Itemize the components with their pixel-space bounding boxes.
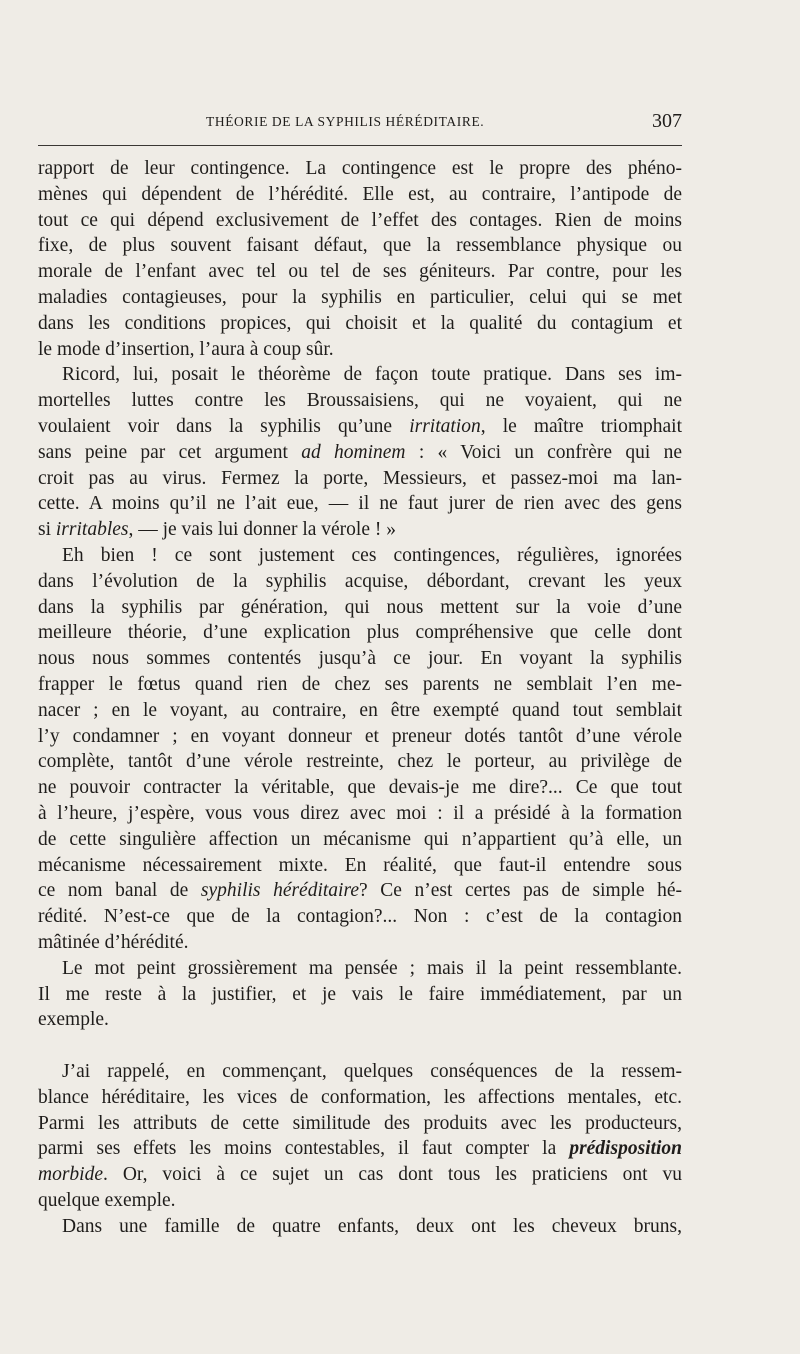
italic-term: prédisposition [569, 1138, 682, 1160]
page-number: 307 [652, 110, 682, 132]
italic-term: irritables [55, 519, 129, 541]
text-line: J’ai rappelé, en commençant, quelques conséquences de la ressem- [62, 1061, 682, 1083]
text-line: Parmi les attributs de cette similitude des produits avec les producteurs, [38, 1112, 682, 1134]
text-line: quelque exemple. [38, 1190, 176, 1212]
text-segment: ce nom banal de [38, 880, 201, 902]
text-line: Dans une famille de quatre enfants, deux ont les cheveux bruns, [62, 1215, 682, 1237]
text-segment: , — je vais lui donner la vérole ! » [128, 519, 396, 541]
text-line: nous nous sommes contentés jusqu’à ce jour. En voyant la syphilis [38, 648, 682, 670]
running-title: THÉORIE DE LA SYPHILIS HÉRÉDITAIRE. [206, 114, 485, 129]
text-line: de cette singulière affection un mécanisme qui n’appartient qu’à elle, un [38, 828, 682, 850]
italic-term: syphilis héréditaire [200, 880, 359, 902]
text-line: à l’heure, j’espère, vous vous direz avec moi : il a présidé à la formation [38, 802, 682, 824]
text-line [38, 1136, 682, 1162]
text-line: mécanisme nécessairement mixte. En réalité, que faut-il entendre sous [38, 854, 682, 876]
paragraph-gap [38, 1033, 682, 1059]
page-header [38, 112, 682, 134]
text-line: dans l’évolution de la syphilis acquise, débordant, crevant les yeux [38, 570, 682, 592]
text-line: meilleure théorie, d’une explication plus compréhensive que celle dont [38, 622, 682, 644]
text-line: ne pouvoir contracter la véritable, que devais-je me dire?... Ce que tout [38, 777, 682, 799]
text-line: mènes qui dépendent de l’hérédité. Elle est, au contraire, l’antipode de [38, 183, 682, 205]
text-line: exemple. [38, 1009, 109, 1031]
text-line: rédité. N’est-ce que de la contagion?... Non : c’est de la contagion [38, 906, 682, 928]
text-segment: . Or, voici à ce sujet un cas dont tous les praticiens ont vu [103, 1164, 682, 1186]
text-line: le mode d’insertion, l’aura à coup sûr. [38, 338, 334, 360]
text-segment: , le maître triomphait [480, 415, 682, 437]
text-line: rapport de leur contingence. La contingence est le propre des phéno- [38, 158, 682, 179]
text-line: mortelles luttes contre les Broussaisiens, qui ne voyaient, qui ne [38, 390, 682, 412]
text-line: dans les conditions propices, qui choisit et la qualité du contagium et [38, 312, 682, 334]
text-line: nacer ; en le voyant, au contraire, en être exempté quand tout semblait [38, 699, 682, 721]
text-line: Le mot peint grossièrement ma pensée ; mais il la peint ressemblante. [62, 957, 682, 979]
text-line [38, 440, 682, 466]
italic-term: morbide [38, 1164, 103, 1186]
body-text [38, 156, 682, 1240]
text-line: Ricord, lui, posait le théorème de façon toute pratique. Dans ses im- [62, 364, 682, 386]
text-segment: sans peine par cet argument [38, 441, 302, 463]
header-rule [38, 145, 682, 146]
text-line: Il me reste à la justifier, et je vais le faire immédiatement, par un [38, 983, 682, 1005]
text-line: mâtinée d’hérédité. [38, 931, 189, 953]
text-line: morale de l’enfant avec tel ou tel de ses géniteurs. Par contre, pour les [38, 261, 682, 283]
text-line: frapper le fœtus quand rien de chez ses parents ne semblait l’en me- [38, 673, 682, 695]
text-line: complète, tantôt d’une vérole restreinte, chez le porteur, au privilège de [38, 751, 682, 773]
text-segment: ? Ce n’est certes pas de simple hé- [359, 880, 682, 902]
italic-term: irritation [409, 415, 481, 437]
text-line: maladies contagieuses, pour la syphilis en particulier, celui qui se met [38, 286, 682, 308]
text-segment: parmi ses effets les moins contestables, il faut compter la [38, 1138, 570, 1160]
italic-term: ad hominem [301, 441, 406, 463]
text-line: dans la syphilis par génération, qui nous mettent sur la voie d’une [38, 596, 682, 618]
text-line: blance héréditaire, les vices de conformation, les affections mentales, etc. [38, 1086, 682, 1108]
text-line [38, 414, 682, 440]
text-line: Eh bien ! ce sont justement ces contingences, régulières, ignorées [62, 544, 682, 566]
text-line: tout ce qui dépend exclusivement de l’effet des contages. Rien de moins [38, 209, 682, 231]
text-line [38, 517, 682, 543]
text-line: cette. A moins qu’il ne l’ait eue, — il ne faut jurer de rien avec des gens [38, 493, 682, 515]
text-segment: si [38, 519, 56, 541]
text-segment: : « Voici un confrère qui ne [405, 441, 682, 463]
text-line [38, 878, 682, 904]
text-line: l’y condamner ; en voyant donneur et preneur dotés tantôt d’une vérole [38, 725, 682, 747]
text-line: croit pas au virus. Fermez la porte, Messieurs, et passez-moi ma lan- [38, 467, 682, 489]
text-line: fixe, de plus souvent faisant défaut, que la ressemblance physique ou [38, 235, 682, 257]
text-line [38, 1162, 682, 1188]
text-segment: voulaient voir dans la syphilis qu’une [38, 415, 410, 437]
